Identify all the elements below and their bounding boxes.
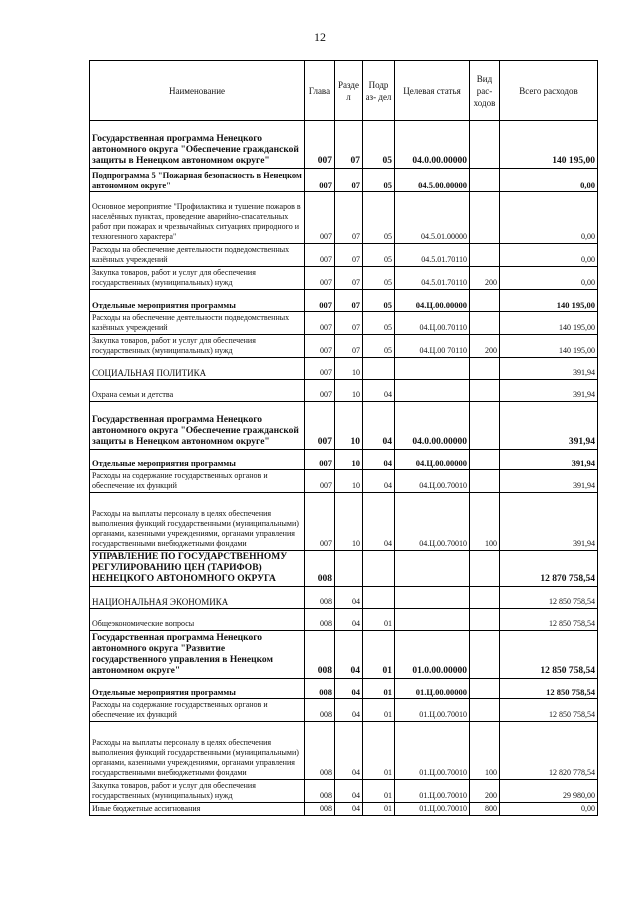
row-vid (470, 470, 500, 493)
row-glava: 008 (305, 631, 335, 679)
table-row (90, 803, 598, 816)
row-glava: 008 (305, 803, 335, 816)
row-glava: 007 (305, 335, 335, 358)
row-amount: 12 870 758,54 (500, 551, 598, 587)
row-name: Расходы на содержание государственных органов и обеспечение их функций (90, 699, 305, 722)
table-body (90, 121, 598, 816)
row-vid (470, 192, 500, 244)
row-podrazdel (363, 358, 395, 380)
row-name: Государственная программа Ненецкого автономного округа "Обеспечение гражданской защиты в Ненецком автономном округе" (90, 402, 305, 450)
row-name: Расходы на содержание государственных органов и обеспечение их функций (90, 470, 305, 493)
row-amount: 12 850 758,54 (500, 699, 598, 722)
row-target: 01.Ц.00.00000 (395, 679, 470, 699)
row-name: Отдельные мероприятия программы (90, 450, 305, 470)
row-razdel: 10 (335, 493, 363, 551)
header-vid: Вид рас- ходов (470, 61, 500, 121)
row-name: Расходы на обеспечение деятельности подведомственных казённых учреждений (90, 312, 305, 335)
row-amount: 391,94 (500, 402, 598, 450)
budget-table (89, 60, 598, 816)
row-vid (470, 551, 500, 587)
row-amount: 140 195,00 (500, 290, 598, 312)
row-vid: 200 (470, 780, 500, 803)
row-podrazdel: 01 (363, 780, 395, 803)
row-podrazdel: 01 (363, 631, 395, 679)
row-vid: 100 (470, 493, 500, 551)
table-row (90, 358, 598, 380)
row-razdel: 10 (335, 402, 363, 450)
row-podrazdel: 05 (363, 192, 395, 244)
row-name: СОЦИАЛЬНАЯ ПОЛИТИКА (90, 358, 305, 380)
row-podrazdel: 05 (363, 335, 395, 358)
row-glava: 008 (305, 699, 335, 722)
row-amount: 12 850 758,54 (500, 631, 598, 679)
row-vid (470, 121, 500, 169)
row-target: 04.Ц.00.70110 (395, 312, 470, 335)
row-podrazdel: 04 (363, 450, 395, 470)
row-target (395, 609, 470, 631)
row-razdel: 04 (335, 679, 363, 699)
row-name: НАЦИОНАЛЬНАЯ ЭКОНОМИКА (90, 587, 305, 609)
row-vid (470, 402, 500, 450)
table-row (90, 244, 598, 267)
row-name: Закупка товаров, работ и услуг для обеспечения государственных (муниципальных) нужд (90, 335, 305, 358)
row-target (395, 358, 470, 380)
row-razdel: 04 (335, 631, 363, 679)
row-podrazdel: 01 (363, 609, 395, 631)
table-row (90, 335, 598, 358)
row-glava: 007 (305, 169, 335, 192)
row-amount: 29 980,00 (500, 780, 598, 803)
header-glava: Глава (305, 61, 335, 121)
row-vid (470, 380, 500, 402)
table-row (90, 631, 598, 679)
row-glava: 007 (305, 358, 335, 380)
row-target: 04.5.00.00000 (395, 169, 470, 192)
row-glava: 007 (305, 267, 335, 290)
row-glava: 007 (305, 312, 335, 335)
row-target: 04.Ц.00.70010 (395, 493, 470, 551)
row-target (395, 587, 470, 609)
table-row (90, 780, 598, 803)
row-razdel: 07 (335, 290, 363, 312)
row-vid (470, 358, 500, 380)
row-target: 04.Ц.00.70010 (395, 470, 470, 493)
row-vid (470, 244, 500, 267)
row-glava: 007 (305, 493, 335, 551)
row-amount: 12 820 778,54 (500, 722, 598, 780)
row-name: Основное мероприятие "Профилактика и тушение пожаров в населённых пунктах, проведение аварийно-спасательных работ при пожарах и чрезвычайных ситуациях природного и техногенного характера" (90, 192, 305, 244)
row-amount: 391,94 (500, 380, 598, 402)
table-row (90, 267, 598, 290)
row-razdel: 07 (335, 312, 363, 335)
row-name: Государственная программа Ненецкого автономного округа "Развитие государственного управления в Ненецком автономном округе" (90, 631, 305, 679)
row-glava: 007 (305, 380, 335, 402)
row-podrazdel: 04 (363, 402, 395, 450)
row-amount: 140 195,00 (500, 121, 598, 169)
row-vid (470, 631, 500, 679)
row-razdel: 07 (335, 335, 363, 358)
row-name: Расходы на обеспечение деятельности подведомственных казённых учреждений (90, 244, 305, 267)
table-row (90, 551, 598, 587)
row-target: 04.0.00.00000 (395, 121, 470, 169)
row-name: УПРАВЛЕНИЕ ПО ГОСУДАРСТВЕННОМУ РЕГУЛИРОВАНИЮ ЦЕН (ТАРИФОВ) НЕНЕЦКОГО АВТОНОМНОГО ОКРУГА (90, 551, 305, 587)
row-glava: 007 (305, 450, 335, 470)
row-podrazdel: 05 (363, 169, 395, 192)
row-amount: 0,00 (500, 244, 598, 267)
header-razdel: Разде л (335, 61, 363, 121)
row-amount: 0,00 (500, 169, 598, 192)
table-header-row (90, 61, 598, 121)
row-target: 04.Ц.00.00000 (395, 450, 470, 470)
row-podrazdel: 01 (363, 679, 395, 699)
row-razdel: 10 (335, 380, 363, 402)
row-amount: 12 850 758,54 (500, 587, 598, 609)
row-glava: 007 (305, 470, 335, 493)
row-glava: 008 (305, 551, 335, 587)
row-vid (470, 679, 500, 699)
row-amount: 12 850 758,54 (500, 609, 598, 631)
row-vid (470, 290, 500, 312)
table-row (90, 450, 598, 470)
table-row (90, 470, 598, 493)
row-target: 04.5.01.70110 (395, 267, 470, 290)
row-glava: 008 (305, 780, 335, 803)
row-razdel: 10 (335, 470, 363, 493)
table-row (90, 699, 598, 722)
row-podrazdel: 01 (363, 722, 395, 780)
row-name: Отдельные мероприятия программы (90, 679, 305, 699)
row-target: 01.0.00.00000 (395, 631, 470, 679)
row-amount: 0,00 (500, 192, 598, 244)
row-vid (470, 699, 500, 722)
row-razdel: 07 (335, 169, 363, 192)
row-name: Подпрограмма 5 "Пожарная безопасность в Ненецком автономном округе" (90, 169, 305, 192)
row-podrazdel: 05 (363, 290, 395, 312)
table-row (90, 192, 598, 244)
row-razdel: 07 (335, 121, 363, 169)
row-target (395, 551, 470, 587)
row-target: 04.Ц.00 70110 (395, 335, 470, 358)
row-target: 04.Ц.00.00000 (395, 290, 470, 312)
row-vid: 200 (470, 335, 500, 358)
table-row (90, 609, 598, 631)
row-razdel: 04 (335, 699, 363, 722)
row-razdel: 10 (335, 358, 363, 380)
row-target: 04.5.01.00000 (395, 192, 470, 244)
row-amount: 391,94 (500, 450, 598, 470)
page-number: 12 (314, 30, 326, 44)
row-target: 01.Ц.00.70010 (395, 699, 470, 722)
table-row (90, 312, 598, 335)
table-row (90, 169, 598, 192)
table-row (90, 290, 598, 312)
row-vid (470, 587, 500, 609)
row-vid (470, 609, 500, 631)
row-vid: 200 (470, 267, 500, 290)
row-target: 01.Ц.00.70010 (395, 803, 470, 816)
row-glava: 008 (305, 679, 335, 699)
row-razdel: 10 (335, 450, 363, 470)
row-name: Расходы на выплаты персоналу в целях обеспечения выполнения функций государственными (муниципальными) органами, казенными учреждениями, органами управления государственными внебюджетными фондами (90, 722, 305, 780)
row-razdel: 04 (335, 609, 363, 631)
table-row (90, 679, 598, 699)
row-podrazdel: 05 (363, 312, 395, 335)
row-podrazdel: 04 (363, 470, 395, 493)
row-razdel: 04 (335, 780, 363, 803)
row-razdel: 07 (335, 244, 363, 267)
row-name: Охрана семьи и детства (90, 380, 305, 402)
header-podrazdel: Подр аз- дел (363, 61, 395, 121)
header-target: Целевая статья (395, 61, 470, 121)
row-amount: 0,00 (500, 267, 598, 290)
row-podrazdel: 01 (363, 699, 395, 722)
row-podrazdel: 04 (363, 380, 395, 402)
row-razdel: 04 (335, 803, 363, 816)
row-target: 04.0.00.00000 (395, 402, 470, 450)
row-glava: 008 (305, 722, 335, 780)
table-row (90, 722, 598, 780)
row-vid (470, 169, 500, 192)
row-amount: 391,94 (500, 493, 598, 551)
header-total: Всего расходов (500, 61, 598, 121)
row-amount: 140 195,00 (500, 335, 598, 358)
table-row (90, 380, 598, 402)
row-podrazdel (363, 551, 395, 587)
table-row (90, 493, 598, 551)
row-podrazdel: 05 (363, 121, 395, 169)
row-vid: 800 (470, 803, 500, 816)
row-glava: 008 (305, 609, 335, 631)
row-name: Закупка товаров, работ и услуг для обеспечения государственных (муниципальных) нужд (90, 267, 305, 290)
row-glava: 007 (305, 244, 335, 267)
row-razdel (335, 551, 363, 587)
row-name: Общеэкономические вопросы (90, 609, 305, 631)
row-glava: 007 (305, 192, 335, 244)
row-glava: 008 (305, 587, 335, 609)
row-amount: 391,94 (500, 470, 598, 493)
row-vid: 100 (470, 722, 500, 780)
row-target: 04.5.01.70110 (395, 244, 470, 267)
row-glava: 007 (305, 290, 335, 312)
row-podrazdel: 05 (363, 267, 395, 290)
row-name: Иные бюджетные ассигнования (90, 803, 305, 816)
row-name: Закупка товаров, работ и услуг для обеспечения государственных (муниципальных) нужд (90, 780, 305, 803)
header-name: Наименование (90, 61, 305, 121)
row-amount: 0,00 (500, 803, 598, 816)
row-target: 01.Ц.00.70010 (395, 780, 470, 803)
row-amount: 391,94 (500, 358, 598, 380)
row-name: Отдельные мероприятия программы (90, 290, 305, 312)
row-razdel: 07 (335, 192, 363, 244)
row-podrazdel: 04 (363, 493, 395, 551)
row-podrazdel (363, 587, 395, 609)
row-glava: 007 (305, 402, 335, 450)
row-vid (470, 312, 500, 335)
row-name: Расходы на выплаты персоналу в целях обеспечения выполнения функций государственными (муниципальными) органами, казенными учреждениями, органами управления государственными внебюджетными фондами (90, 493, 305, 551)
row-target: 01.Ц.00.70010 (395, 722, 470, 780)
row-razdel: 04 (335, 722, 363, 780)
row-glava: 007 (305, 121, 335, 169)
row-podrazdel: 01 (363, 803, 395, 816)
table-row (90, 121, 598, 169)
row-amount: 140 195,00 (500, 312, 598, 335)
row-amount: 12 850 758,54 (500, 679, 598, 699)
table-row (90, 402, 598, 450)
row-name: Государственная программа Ненецкого автономного округа "Обеспечение гражданской защиты в Ненецком автономном округе" (90, 121, 305, 169)
row-podrazdel: 05 (363, 244, 395, 267)
table-row (90, 587, 598, 609)
row-razdel: 04 (335, 587, 363, 609)
row-razdel: 07 (335, 267, 363, 290)
row-vid (470, 450, 500, 470)
row-target (395, 380, 470, 402)
